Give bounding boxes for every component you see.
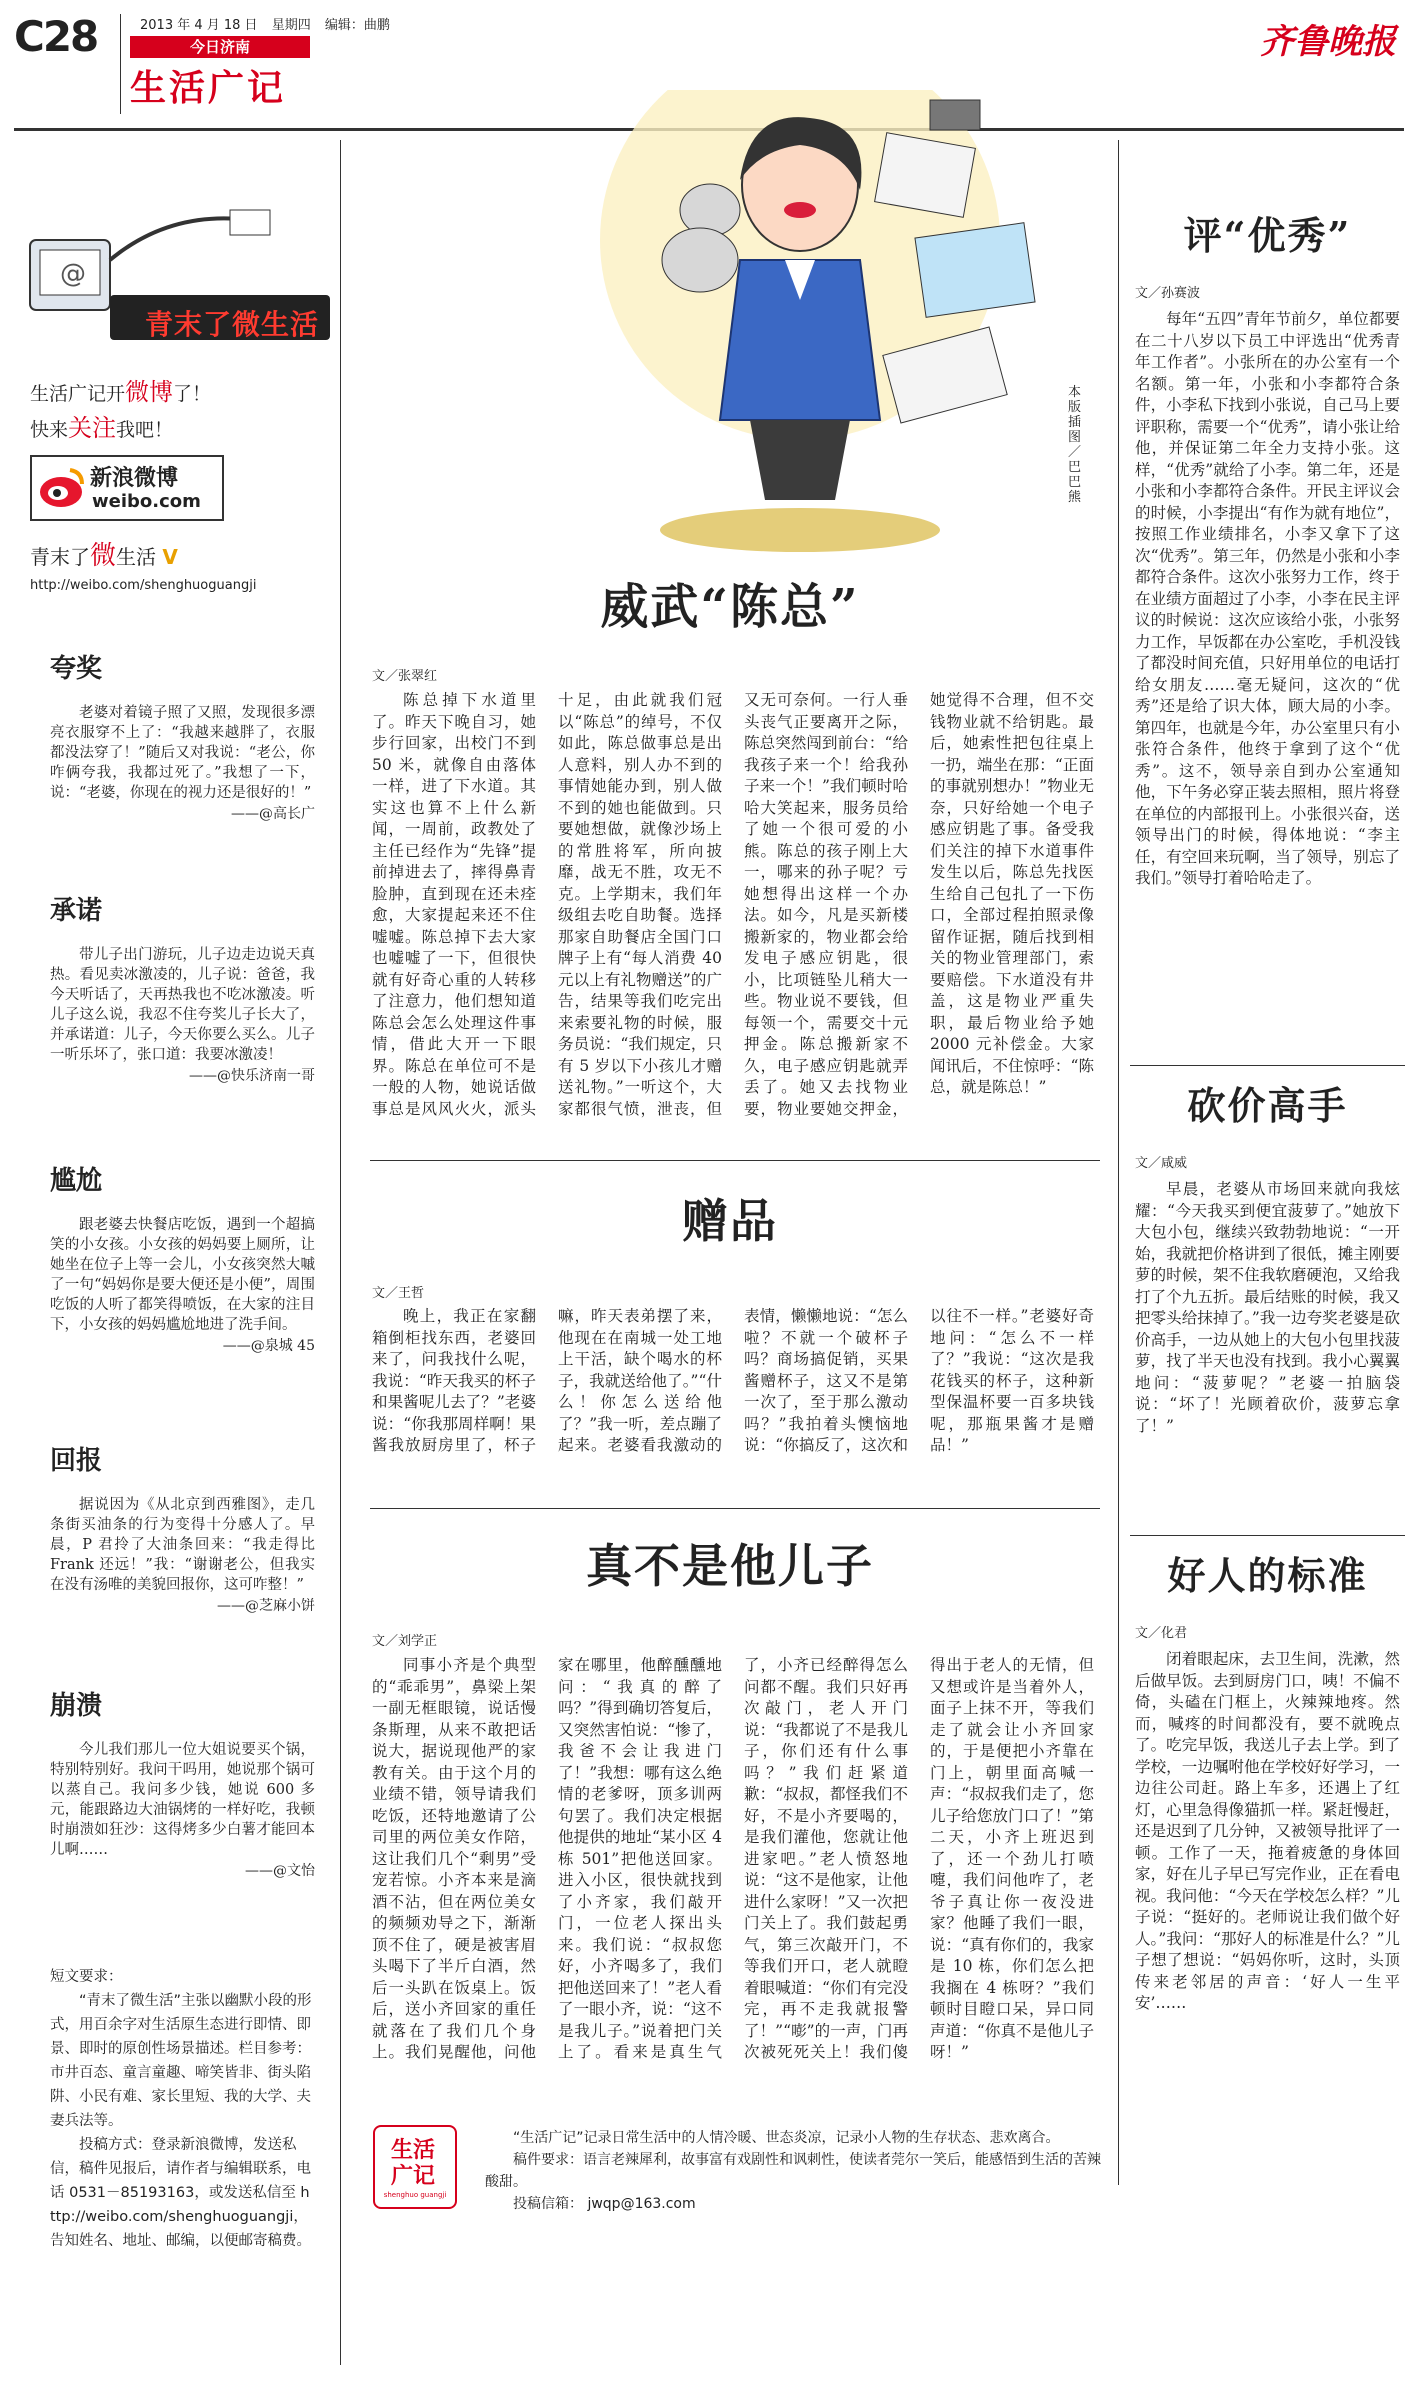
right-story-1: [1135, 205, 1400, 890]
promo-text: [30, 375, 211, 447]
right-story-3: [1135, 1545, 1400, 2345]
footer-line1: “生活广记”记录日常生活中的人情冷暖、世态炎凉，记录小人物的生存状态、悲欢离合。: [513, 2130, 1060, 2146]
story-byline: 文／化君: [1135, 1626, 1188, 1641]
story-text: 早晨，老婆从市场回来就向我炫耀：“今天我买到便宜菠萝了。”她放下大包小包，继续兴致勃勃地说：“一开始，我就把价格讲到了很低，摊主刚要萝的时候，架不住我软磨硬泡，又给我打了个九五折。最后结账的时候，我又把零头给抹掉了。”我一边夸奖老婆是砍价高手，一边从她上的大包小包里找菠萝，找了半天也没有找到。我小心翼翼地问：“菠萝呢？”老婆一拍脑袋说：“坏了！光顾着砍价，菠萝忘拿了！”: [1135, 1180, 1400, 1435]
left-column-divider: [340, 140, 341, 2365]
son-story-body: 同事小齐是个典型的“乖乖男”，鼻梁上架一副无框眼镜，说话慢条斯理，从来不敢把话说大，据说现他严的家教有关。由于这个月的业绩不错，领导请我们吃饭，还特地邀请了公司里的两位美女作陪，这让我们几个“剩男”受宠若惊。小齐本来是滴酒不沾，但在两位美女的频频劝导之下，渐渐顶不住了，硬是被害眉头喝下了半斤白酒，然后一头趴在饭桌上。饭后，送小齐回家的重任就落在了我们几个身上。我们晃醒他，问他家在哪里，他醉醺醺地问：“我真的醉了吗？”得到确切答复后，又突然害怕说：“惨了，我爸不会让我进门了！”我想：哪有这么绝情的老爹呀，顶多训两句罢了。我们决定根据他提供的地址“某小区 4 栋 501”把他送回家。进入小区，很快就找到了小齐家，我们敲开门，一位老人探出头来。我们说：“叔叔您好，小齐喝多了，我们把他送回来了！”老人看了一眼小齐，说：“这不是我儿子。”说着把门关上了。看来是真生气了，小齐已经醉得怎么问都不醒。我们只好再次敲门，老人开门说：“我都说了不是我儿子，你们还有什么事吗？”我们赶紧道歉：“叔叔，都怪我们不好，不是小齐要喝的，是我们灌他，您就让他进家吧。”老人愤怒地说：“这不是他家，让他进什么家呀！”又一次把门关上了。我们鼓起勇气，第三次敲开门，不等我们开口，老人就瞪着眼喊道：“你们有完没完，再不走我就报警了！”“嘭”的一声，门再次被死死关上！我们傻得出于老人的无情，但又想或许是当着外人，面子上抹不开，等我们走了就会让小齐回家的，于是便把小齐靠在门上，朝里面高喊一声：“叔叔我们走了，您儿子给您放门口了！”第二天，小齐上班迟到了，还一个劲儿打喷嚏，我们问他咋了，老爷子真让你一夜没进家？他睡了我们一眼，说：“真有你们的，我家是 10 栋，你们怎么把我搁在 4 栋呀？”我们顿时目瞪口呆，异口同声道：“你真不是他儿子呀！”: [372, 1656, 1094, 2061]
story-signature: ——@文怡: [245, 1863, 315, 1879]
promo-line2: 快来关注我吧！: [30, 414, 174, 442]
story-title: 评“优秀”: [1183, 213, 1352, 258]
footer-line2: 稿件要求：语言老辣犀利，故事富有戏剧性和讽刺性，使读者莞尔一笑后，能感悟到生活的苦辣酸甜。: [485, 2152, 1101, 2190]
story-signature: ——@高长广: [231, 806, 315, 822]
story-text: 老婆对着镜子照了又照，发现很多漂亮衣服穿不上了：“我越来越胖了，衣服都没法穿了！”随后又对我说：“老公，你咋俩夸我，我都过死了。”我想了一下，说：“老婆，你现在的视力还是很好的！”: [50, 705, 315, 801]
gift-story-text: [372, 1306, 1094, 1491]
footer-logo: [373, 2125, 457, 2209]
paper-name: 齐鲁晚报: [1260, 22, 1396, 62]
story-text: 今儿我们那儿一位大姐说要买个锅，特别特别好。我问干吗用，她说那个锅可以蒸自己。我问多少钱，她说 600 多元，能跟路边大油锅烤的一样好吃，我顿时崩溃如狂沙：这得烤多少白薯才能回本儿啊……: [50, 1742, 315, 1858]
left-story-1: [50, 648, 315, 823]
story-byline: 文／咸威: [1135, 1156, 1188, 1171]
left-story-4: [50, 1440, 315, 1615]
main-story-title: 威武“陈总”: [600, 579, 860, 635]
son-story-byline: 文／刘学正: [372, 1634, 438, 1649]
woman-illustration: [500, 90, 1100, 560]
footer-logo-text: 生活广记: [390, 2137, 435, 2189]
weibo-name: 新浪微博: [90, 466, 179, 491]
gift-story-title: 赠品: [682, 1194, 778, 1248]
story-title: 回报: [50, 1446, 103, 1476]
submission-guidelines: [50, 1965, 315, 2253]
main-story-byline: 文／张翠红: [372, 669, 438, 684]
divider: [370, 1160, 1100, 1161]
weibo-link[interactable]: http://weibo.com/shenghuoguangji: [30, 578, 257, 593]
story-title: 砍价高手: [1187, 1083, 1348, 1128]
story-title: 尴尬: [50, 1166, 103, 1196]
guidelines-text: “青末了微生活”主张以幽默小段的形式，用百余字对生活原生态进行即情、即景、即时的原创性场景描述。栏目参考：市井百态、童言童趣、啼笑皆非、街头陷阱、小民有难、家长里短、我的大学、夫妻兵法等。: [50, 1993, 312, 2129]
story-signature: ——@芝麻小饼: [217, 1598, 315, 1614]
story-text: 跟老婆去快餐店吃饭，遇到一个超搞笑的小女孩。小女孩的妈妈要上厕所，让她坐在位子上等一会儿，小女孩突然大嘁了一句“妈妈你是要大便还是小便”，周围吃饭的人听了都笑得喷饭，在大家的注目下，小女孩的妈妈尴尬地进了洗手间。: [50, 1217, 315, 1333]
main-story-body: 陈总掉下水道里了。昨天下晚自习，她步行回家，出校门不到 50 米，就像自由落体一样，进了下水道。其实这也算不上什么新闻，一周前，政教处了主任已经作为“先锋”提前掉进去了，摔得鼻青脸肿，直到现在还未痊愈，大家提起来还不住嘘嘘。陈总掉下去大家也嘘嘘了一下，但很快就有好奇心重的人转移了注意力，他们想知道陈总会怎么处理这件事情，借此大开一下眼界。陈总在单位可不是一般的人物，她说话做事总是风风火火，派头十足，由此就我们冠以“陈总”的绰号，不仅如此，陈总做事总是出人意料，别人办不到的事情她能办到，别人做不到的她也能做到。只要她想做，就像沙场上的常胜将军，所向披靡，战无不胜，攻无不克。上学期末，我们年级组去吃自助餐。选择那家自助餐店全国门口牌子上有“每人消费 40 元以上有礼物赠送”的广告，结果等我们吃完出来索要礼物的时候，服务员说：“我们规定，只有 5 岁以下小孩儿才赠送礼物。”一听这个，大家都很气愤，泄丧，但又无可奈何。一行人垂头丧气正要离开之际，陈总突然闯到前台：“给我孩子来一个！给我孙子来一个！”我们顿时哈哈大笑起来，服务员给了她一个很可爱的小熊。陈总的孩子刚上大一，哪来的孙子呢？亏她想得出这样一个办法。如今，凡是买新楼搬新家的，物业都会给发电子感应钥匙，很小，比项链坠儿稍大一些。物业说不要钱，但每领一个，需要交十元押金。陈总搬新家不久，电子感应钥匙就弄丢了。她又去找物业要，物业要她交押金，她觉得不合理，但不交钱物业就不给钥匙。最后，她索性把包往桌上一扔，端坐在那：“正面的事就别想办！”物业无奈，只好给她一个电子感应钥匙了事。备受我们关注的掉下水道事件发生以后，陈总先找医生给自己包扎了一下伤口，全部过程拍照录像留作证据，随后找到相关的物业管理部门，索要赔偿。下水道没有井盖，这是物业严重失职，最后物业给予她 2000 元补偿金。大家闻讯后，不住惊呼：“陈总，就是陈总！”: [372, 691, 1094, 1118]
story-signature: ——@泉城 45: [222, 1338, 315, 1354]
story-signature: ——@快乐济南一哥: [189, 1068, 315, 1084]
banner-title: 青末了微生活: [145, 308, 320, 341]
son-story-title: 真不是他儿子: [586, 1539, 874, 1593]
section-name: 生活广记: [130, 68, 287, 109]
footer-text: [485, 2127, 1105, 2215]
story-title: 夸奖: [50, 654, 103, 684]
right-story-2: [1135, 1075, 1400, 1437]
editor: 编辑：曲鹏: [324, 18, 390, 33]
story-title: 承诺: [50, 896, 103, 926]
illustration-caption: 本版插图／巴巴熊: [1068, 385, 1082, 505]
header-divider: [120, 14, 121, 114]
page-number: C28: [14, 12, 98, 61]
promo-banner: [20, 200, 340, 350]
left-story-3: [50, 1160, 315, 1355]
weibo-url: weibo.com: [92, 491, 201, 512]
story-text: 闭着眼起床，去卫生间，洗漱，然后做早饭。去到厨房门口，咦！不偏不倚，头磕在门框上，火辣辣地疼。然而，喊疼的时间都没有，要不就晚点了。吃完早饭，我送儿子去上学。到了学校，一边嘱咐他在学校好好学习，一边往公司赶。路上车多，还遇上了红灯，心里急得像猫抓一样。紧赶慢赶，还是迟到了几分钟，又被领导批评了一顿。工作了一天，拖着疲惫的身体回家，好在儿子早已写完作业，正在看电视。我问他：“今天在学校怎么样？”儿子说：“挺好的。老师说让我们做个好人。”我问：“那好人的标准是什么？”儿子想了想说：“妈妈你听，这时，头顶传来老邻居的声音：‘好人一生平安’……: [1135, 1650, 1400, 2012]
left-story-5: [50, 1685, 315, 1880]
story-text: 每年“五四”青年节前夕，单位都要在二十八岁以下员工中评选出“优秀青年工作者”。小张所在的办公室有一个名额。第一年，小张和小李都符合条件，小李私下找到小张说，自己马上要评职称，需要一个“优秀”，请小张让给他，并保证第二年全力支持小张。这样，“优秀”就给了小李。第二年，还是小张和小李都符合条件。开民主评议会的时候，小李提出“有作为就有地位”，按照工作业绩排名，小李又拿下了这次“优秀”。第三年，仍然是小张和小李都符合条件。这次小张努力工作，终于在业绩方面超过了小李，小李在民主评议的时候说：这次应该给小张，小张努力工作，早饭都在办公室吃，手机没钱了都没时间充值，只好用单位的电话打给女朋友……毫无疑问，这次的“优秀”还是给了识大体，顾大局的小李。第四年，也就是今年，办公室里只有小张符合条件，他终于拿到了这个“优秀”。这不，领导亲自到办公室通知他，下午务必穿正装去照相，照片将登在单位的内部报刊上。小张很兴奋，送领导出门的时候，得体地说：“李主任，有空回来玩啊，当了领导，别忘了我们。”领导打着哈哈走了。: [1135, 310, 1400, 887]
divider: [370, 1508, 1100, 1509]
left-story-2: [50, 890, 315, 1085]
promo-line1: 生活广记开微博了！: [30, 378, 212, 406]
divider: [1130, 1065, 1405, 1066]
weekday: 星期四: [271, 18, 311, 33]
story-text: 带儿子出门游玩，儿子边走边说天真热。看见卖冰激凌的，儿子说：爸爸，我今天听话了，天再热我也不吃冰激凌。听儿子这么说，我忍不住夸奖儿子长大了，并承诺道：儿子，今天你要么买么。儿子一听乐坏了，张口道：我要冰激凌！: [50, 947, 315, 1063]
main-illustration: [500, 90, 1100, 560]
weibo-logo[interactable]: [30, 455, 224, 521]
gift-story-body: 晚上，我正在家翻箱倒柜找东西，老婆回来了，问我找什么呢，我说：“昨天我买的杯子和果酱呢儿去了？”老婆说：“你我那周样啊！果酱我放厨房里了，杯子嘛，昨天表弟摆了来，他现在在南城一处工地上干活，缺个喝水的杯子，我就送给他了。”“什么！你怎么送给他了？”我一听，差点蹦了起来。老婆看我激动的表情，懒懒地说：“怎么啦？不就一个破杯子吗？商场搞促销，买果酱赠杯子，这又不是第一次了，至于那么激动吗？”我拍着头懊恼地说：“你搞反了，这次和以往不一样。”老婆好奇地问：“怎么不一样了？”我说：“这次是我花钱买的杯子，这种新型保温杯要一百多块钱呢，那瓶果酱才是赠品！”: [372, 1307, 1094, 1454]
divider: [1130, 1535, 1405, 1536]
footer-email[interactable]: 投稿信箱： jwqp@163.com: [513, 2196, 696, 2212]
submission-method: 投稿方式：登录新浪微博，发送私信，稿件见报后，请作者与编辑联系，电话 0531－85193163，或发送私信至 http://weibo.com/shenghuoguangji，告知姓名、地址、邮编，以便邮寄稿费。: [50, 2137, 311, 2249]
section-tag: 今日济南: [130, 36, 310, 58]
weibo-eye-icon: [36, 462, 86, 512]
date: 2013 年 4 月 18 日: [140, 18, 258, 33]
son-story-text: [372, 1655, 1094, 2090]
story-text: 据说因为《从北京到西雅图》，走几条街买油条的行为变得十分感人了。早晨，P 君拎了大油条回来：“我走得比 Frank 还远！”我：“谢谢老公，但我实在没有汤唯的美貌回报你，这可咋整！”: [50, 1497, 315, 1593]
header-date: [140, 14, 390, 33]
story-title: 好人的标准: [1167, 1553, 1368, 1598]
footer-logo-pinyin: shenghuo guangji: [383, 2191, 447, 2199]
story-title: 崩溃: [50, 1691, 103, 1721]
main-story-text: [372, 690, 1094, 1150]
guidelines-title: 短文要求：: [50, 1969, 123, 1985]
svg-text:@: @: [60, 259, 86, 289]
story-byline: 文／孙赛波: [1135, 286, 1201, 301]
footer-box: [355, 2115, 1115, 2215]
gift-story-byline: 文／王哲: [372, 1286, 425, 1301]
weibo-account: 青末了微生活 V: [30, 541, 178, 571]
right-column-divider: [1118, 140, 1119, 2185]
